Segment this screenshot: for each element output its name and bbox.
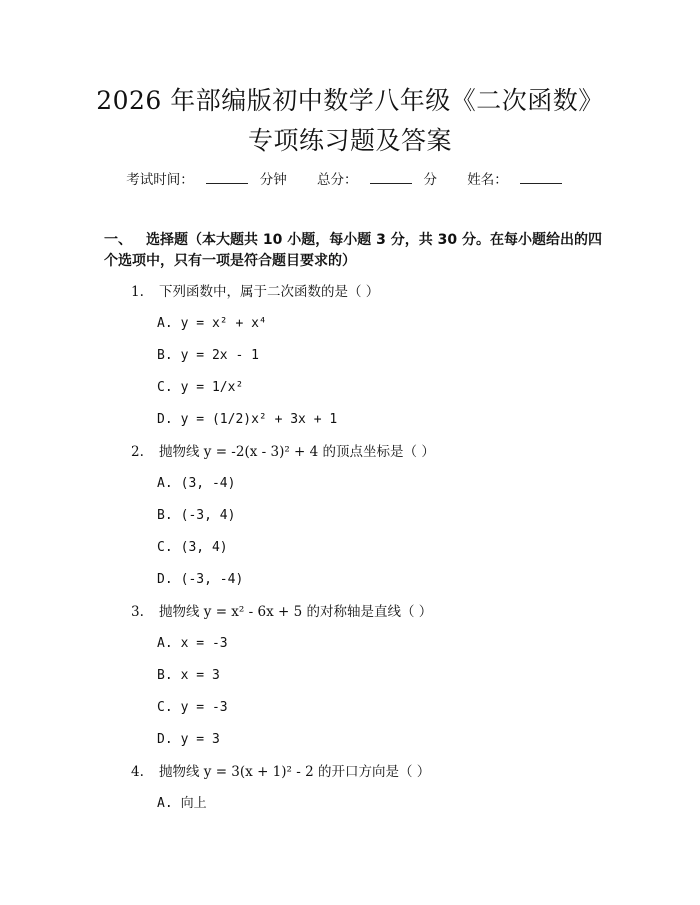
question-number: 3.: [131, 604, 144, 620]
option-3c: [157, 699, 228, 717]
option-2d: [157, 571, 243, 589]
option-text: (3, -4): [180, 476, 236, 491]
question-number: 1.: [131, 284, 144, 300]
option-text: y = (1/2)x² + 3x + 1: [180, 412, 338, 427]
exam-time-field: [126, 172, 293, 188]
question-number: 4.: [131, 764, 144, 780]
option-text: x = -3: [180, 636, 228, 651]
option-3b: [157, 667, 220, 685]
option-text: 向上: [180, 796, 207, 811]
document-title-line-1: 2026 年部编版初中数学八年级《二次函数》: [96, 86, 604, 115]
option-label: A.: [157, 476, 173, 491]
question-3: [131, 603, 432, 621]
option-label: A.: [157, 796, 173, 811]
option-1c: [157, 379, 243, 397]
exam-info-row: [0, 168, 700, 188]
total-score-unit: 分: [423, 172, 437, 188]
option-text: y = 2x - 1: [180, 348, 259, 363]
question-4: [131, 763, 430, 781]
option-1b: [157, 347, 259, 365]
option-label: B.: [157, 508, 173, 523]
student-name-blank: [520, 171, 562, 184]
option-text: (3, 4): [180, 540, 228, 555]
option-4a: [157, 795, 207, 813]
option-label: D.: [157, 732, 173, 747]
section-text: 选择题（本大题共 10 小题，每小题 3 分，共 30 分。在每小题给出的四个选项中，只有一项是符合题目要求的）: [104, 232, 602, 269]
option-3d: [157, 731, 220, 749]
option-label: D.: [157, 412, 173, 427]
option-text: (-3, -4): [180, 572, 244, 587]
document-title-line-2: 专项练习题及答案: [247, 126, 452, 155]
total-score-blank: [370, 171, 412, 184]
option-label: A.: [157, 636, 173, 651]
student-name-field: [467, 172, 574, 188]
exam-time-label: 考试时间：: [126, 172, 194, 188]
exam-time-unit: 分钟: [259, 172, 287, 188]
question-2: [131, 443, 435, 461]
question-number: 2.: [131, 444, 144, 460]
question-text: 下列函数中，属于二次函数的是（ ）: [159, 284, 380, 300]
option-text: y = 1/x²: [180, 380, 244, 395]
question-1: [131, 283, 379, 301]
option-1d: [157, 411, 337, 429]
option-text: y = -3: [180, 700, 228, 715]
total-score-field: [317, 172, 443, 188]
option-text: (-3, 4): [180, 508, 236, 523]
student-name-label: 姓名：: [467, 172, 508, 188]
option-text: y = x² + x⁴: [180, 316, 267, 331]
option-3a: [157, 635, 228, 653]
exam-time-blank: [206, 171, 248, 184]
option-text: x = 3: [180, 668, 220, 683]
option-label: C.: [157, 700, 173, 715]
question-text: 抛物线 y = x² - 6x + 5 的对称轴是直线（ ）: [159, 604, 433, 620]
option-label: D.: [157, 572, 173, 587]
section-number: 一、: [104, 232, 132, 248]
option-1a: [157, 315, 267, 333]
option-label: A.: [157, 316, 173, 331]
total-score-label: 总分：: [317, 172, 358, 188]
option-text: y = 3: [180, 732, 220, 747]
option-label: C.: [157, 380, 173, 395]
option-2b: [157, 507, 235, 525]
question-text: 抛物线 y = 3(x + 1)² - 2 的开口方向是（ ）: [159, 764, 431, 780]
option-label: B.: [157, 348, 173, 363]
question-text: 抛物线 y = -2(x - 3)² + 4 的顶点坐标是（ ）: [159, 444, 435, 460]
section-heading: [104, 230, 604, 272]
option-2a: [157, 475, 235, 493]
option-label: C.: [157, 540, 173, 555]
option-label: B.: [157, 668, 173, 683]
option-2c: [157, 539, 228, 557]
